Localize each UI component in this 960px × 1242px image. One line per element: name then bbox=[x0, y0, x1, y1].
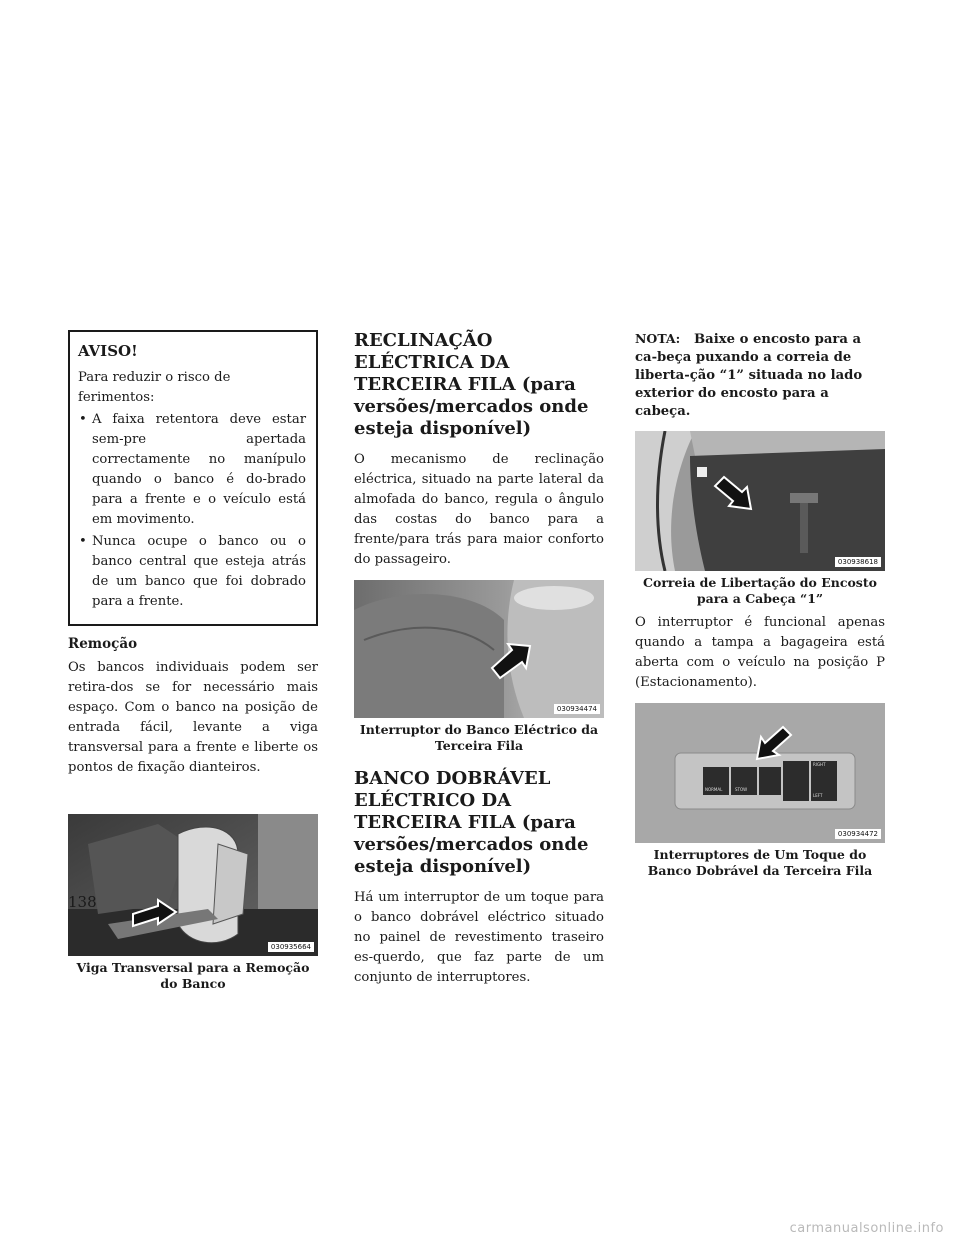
cross-beam-photo bbox=[68, 814, 318, 956]
figure-one-touch-switches bbox=[635, 703, 885, 879]
recline-text: O mecanismo de reclinação eléctrica, situado na parte lateral da almofada do banco, regula o ângulo das costas do banco para a frente/para trás para maior conforto do passageiro. bbox=[354, 452, 604, 567]
warning-list bbox=[78, 410, 306, 612]
one-touch-switches-illustration bbox=[635, 703, 885, 843]
figure-code: 030938618 bbox=[835, 557, 881, 567]
switch-label: LEFT bbox=[813, 793, 823, 798]
bullet-icon: • bbox=[79, 534, 87, 549]
recline-switch-photo bbox=[354, 580, 604, 718]
column-right bbox=[635, 330, 885, 885]
recline-heading: RECLINAÇÃO ELÉCTRICA DA TERCEIRA FILA (para versões/mercados onde esteja disponível) bbox=[354, 330, 589, 439]
figure-code: 030934474 bbox=[554, 704, 600, 714]
note-text: Baixe o encosto para a ca-beça puxando a correia de liberta-ção “1” situada no lado exterior do encosto para a cabeça. bbox=[635, 332, 863, 419]
headrest-strap-photo bbox=[635, 431, 885, 571]
figure-cross-beam bbox=[68, 814, 318, 992]
headrest-strap-illustration bbox=[635, 431, 885, 571]
folding-text: Há um interruptor de um toque para o banco dobrável eléctrico situado no painel de revestimento traseiro es-querdo, que faz parte de um conjunto de interruptores. bbox=[354, 890, 604, 985]
switch-label: STOW bbox=[735, 787, 748, 792]
warning-item: • Nunca ocupe o banco ou o banco central que esteja atrás de um banco que foi dobrado para a frente. bbox=[79, 534, 306, 609]
removal-heading: Remoção bbox=[68, 636, 138, 652]
recline-switch-illustration bbox=[354, 580, 604, 718]
switch-text: O interruptor é funcional apenas quando a tampa a bagageira está aberta com o veículo na posição P (Estacionamento). bbox=[635, 615, 885, 690]
figure-recline-switch bbox=[354, 580, 604, 754]
figure-caption: Interruptor do Banco Eléctrico da Terceira Fila bbox=[359, 722, 599, 753]
figure-caption: Correia de Libertação do Encosto para a Cabeça “1” bbox=[643, 575, 877, 606]
column-middle bbox=[354, 330, 604, 996]
warning-title: AVISO! bbox=[78, 342, 138, 360]
figure-caption: Interruptores de Um Toque do Banco Dobrável da Terceira Fila bbox=[647, 847, 873, 878]
column-left bbox=[68, 330, 318, 998]
switch-label: RIGHT bbox=[813, 762, 826, 767]
cross-beam-illustration bbox=[68, 814, 318, 956]
warning-item: • A faixa retentora deve estar sem-pre apertada correctamente no manípulo quando o banco é do-brado para a frente e o veículo está em movimento. bbox=[79, 412, 306, 527]
folding-heading: BANCO DOBRÁVEL ELÉCTRICO DA TERCEIRA FILA (para versões/mercados onde esteja disponível) bbox=[354, 768, 589, 877]
bullet-icon: • bbox=[79, 412, 87, 427]
watermark[interactable]: carmanualsonline.info bbox=[789, 1221, 944, 1236]
warning-box bbox=[68, 330, 318, 626]
switch-label: NORMAL bbox=[705, 787, 723, 792]
note-label: NOTA: bbox=[635, 331, 681, 346]
figure-caption: Viga Transversal para a Remoção do Banco bbox=[76, 960, 310, 991]
figure-headrest-strap bbox=[635, 431, 885, 607]
figure-code: 030935664 bbox=[268, 942, 314, 952]
removal-text: Os bancos individuais podem ser retira-dos se for necessário mais espaço. Com o banco na posição de entrada fácil, levante a viga transversal para a frente e liberte os pontos de fixação dianteiros. bbox=[68, 660, 318, 775]
one-touch-switches-photo bbox=[635, 703, 885, 843]
figure-code: 030934472 bbox=[835, 829, 881, 839]
note bbox=[635, 330, 885, 421]
page-number: 138 bbox=[68, 893, 97, 911]
warning-intro: Para reduzir o risco de ferimentos: bbox=[78, 370, 231, 405]
